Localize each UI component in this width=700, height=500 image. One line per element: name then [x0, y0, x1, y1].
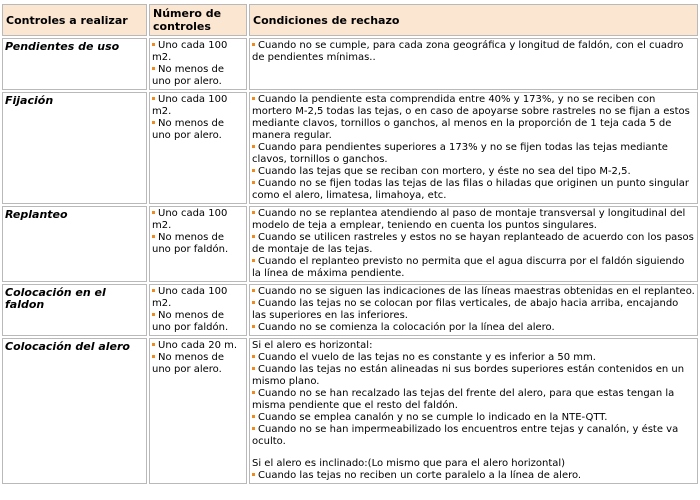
condition-line — [252, 40, 695, 64]
bullet-icon — [252, 235, 255, 238]
condition-line — [252, 364, 695, 388]
condition-line — [252, 166, 695, 178]
line-text: No menos de uno por faldón. — [152, 232, 229, 255]
table-row — [2, 92, 698, 204]
table-row — [2, 338, 698, 484]
spacer — [252, 448, 695, 458]
bullet-icon — [252, 415, 255, 418]
bullet-icon — [152, 313, 155, 316]
bullet-icon — [252, 325, 255, 328]
rejection-conditions-table — [0, 2, 700, 486]
line-text: Cuando las tejas no están alineadas ni sus bordes superiores están contenidos en un mismo plano. — [252, 364, 685, 387]
bullet-icon — [252, 391, 255, 394]
control-frequency — [149, 38, 247, 90]
bullet-icon — [252, 367, 255, 370]
condition-line — [252, 178, 695, 202]
control-frequency — [149, 206, 247, 282]
condition-line — [252, 208, 695, 232]
bullet-icon — [252, 97, 255, 100]
condition-line — [152, 208, 244, 232]
control-name: Replanteo — [2, 206, 147, 282]
line-text: Cuando no se replantea atendiendo al paso de montaje transversal y longitudinal del modelo de teja a emplear, teniendo en cuenta los puntos singulares. — [252, 208, 686, 231]
line-text: Uno cada 100 m2. — [152, 286, 228, 309]
line-text: Cuando no se cumple, para cada zona geográfica y longitud de faldón, con el cuadro de pendientes mínimas.. — [252, 40, 684, 63]
line-text: Cuando el replanteo previsto no permita que el agua discurra por el faldón siguiendo la línea de máxima pendiente. — [252, 256, 685, 279]
condition-line — [152, 352, 244, 376]
line-text: Cuando se emplea canalón y no se cumple lo indicado en la NTE-QTT. — [258, 412, 608, 423]
control-name: Colocación en el faldon — [2, 284, 147, 336]
condition-line — [152, 340, 244, 352]
line-text: Cuando las tejas no reciben un corte paralelo a la línea de alero. — [258, 470, 582, 481]
condition-line — [252, 412, 695, 424]
line-text: Uno cada 100 m2. — [152, 40, 228, 63]
line-text: Cuando las tejas que se reciban con mortero, y éste no sea del tipo M-2,5. — [258, 166, 631, 177]
condition-line — [252, 424, 695, 448]
bullet-icon — [252, 355, 255, 358]
line-text: No menos de uno por faldón. — [152, 310, 229, 333]
rejection-condition — [249, 284, 698, 336]
control-name: Pendientes de uso — [2, 38, 147, 90]
condition-line — [252, 94, 695, 142]
bullet-icon — [252, 259, 255, 262]
line-text: No menos de uno por alero. — [152, 118, 225, 141]
condition-line — [152, 40, 244, 64]
line-text: Uno cada 100 m2. — [152, 94, 228, 117]
line-text: Cuando se utilicen rastreles y estos no se hayan replanteado de acuerdo con los pasos de montaje de las tejas. — [252, 232, 694, 255]
condition-line — [252, 352, 695, 364]
line-text: Cuando la pendiente esta comprendida entre 40% y 173%, y no se reciben con mortero M-2,5 todas las tejas, o en caso de apoyarse sobre rastreles no se fijan a estos mediante clavos, tornillos o ganchos, al menos en la proporción de 1 teja cada 5 de manera regular. — [252, 94, 690, 141]
control-frequency — [149, 338, 247, 484]
bullet-icon — [152, 355, 155, 358]
line-text: Cuando no se fijen todas las tejas de las filas o hiladas que originen un punto singular como el alero, limatesa, limahoya, etc. — [252, 178, 689, 201]
rejection-condition — [249, 38, 698, 90]
header-row — [2, 4, 698, 36]
condition-line — [252, 322, 695, 334]
rejection-condition — [249, 338, 698, 484]
condition-line — [252, 388, 695, 412]
condition-line — [252, 298, 695, 322]
line-text: Cuando no se siguen las indicaciones de las líneas maestras obtenidas en el replanteo. — [258, 286, 695, 297]
line-text: Uno cada 20 m. — [158, 340, 238, 351]
bullet-icon — [252, 301, 255, 304]
bullet-icon — [152, 97, 155, 100]
bullet-icon — [252, 181, 255, 184]
bullet-icon — [152, 43, 155, 46]
bullet-icon — [152, 289, 155, 292]
bullet-icon — [152, 235, 155, 238]
line-text: Cuando el vuelo de las tejas no es constante y es inferior a 50 mm. — [258, 352, 596, 363]
rejection-condition — [249, 92, 698, 204]
line-text: No menos de uno por alero. — [152, 64, 225, 87]
header-conditions: Condiciones de rechazo — [249, 4, 698, 36]
bullet-icon — [152, 67, 155, 70]
bullet-icon — [152, 343, 155, 346]
condition-line — [152, 94, 244, 118]
bullet-icon — [152, 121, 155, 124]
rejection-condition — [249, 206, 698, 282]
condition-line — [252, 458, 695, 470]
line-text: Cuando no se han impermeabilizado los encuentros entre tejas y canalón, y éste va oculto. — [252, 424, 679, 447]
condition-line — [152, 286, 244, 310]
bullet-icon — [252, 145, 255, 148]
condition-line — [152, 232, 244, 256]
control-name: Fijación — [2, 92, 147, 204]
bullet-icon — [252, 211, 255, 214]
bullet-icon — [152, 211, 155, 214]
line-text: Cuando no se han recalzado las tejas del frente del alero, para que estas tengan la misma pendiente que el resto del faldón. — [252, 388, 675, 411]
bullet-icon — [252, 473, 255, 476]
line-text: Uno cada 100 m2. — [152, 208, 228, 231]
control-name: Colocación del alero — [2, 338, 147, 484]
bullet-icon — [252, 169, 255, 172]
condition-line — [152, 310, 244, 334]
bullet-icon — [252, 427, 255, 430]
line-text: Cuando las tejas no se colocan por filas verticales, de abajo hacia arriba, encajando las superiores en las inferiores. — [252, 298, 679, 321]
condition-line — [252, 470, 695, 482]
condition-line — [252, 256, 695, 280]
condition-line — [252, 340, 695, 352]
table-row — [2, 206, 698, 282]
table-row — [2, 38, 698, 90]
control-frequency — [149, 92, 247, 204]
header-number: Número de controles — [149, 4, 247, 36]
bullet-icon — [252, 43, 255, 46]
condition-line — [252, 232, 695, 256]
line-text: Cuando no se comienza la colocación por la línea del alero. — [258, 322, 555, 333]
condition-line — [252, 286, 695, 298]
condition-line — [252, 142, 695, 166]
table-row — [2, 284, 698, 336]
condition-line — [152, 64, 244, 88]
line-text: Si el alero es inclinado:(Lo mismo que para el alero horizontal) — [252, 458, 566, 469]
header-controls: Controles a realizar — [2, 4, 147, 36]
control-frequency — [149, 284, 247, 336]
line-text: Si el alero es horizontal: — [252, 340, 373, 351]
line-text: No menos de uno por alero. — [152, 352, 225, 375]
bullet-icon — [252, 289, 255, 292]
line-text: Cuando para pendientes superiores a 173% y no se fijen todas las tejas mediante clavos, tornillos o ganchos. — [252, 142, 668, 165]
condition-line — [152, 118, 244, 142]
